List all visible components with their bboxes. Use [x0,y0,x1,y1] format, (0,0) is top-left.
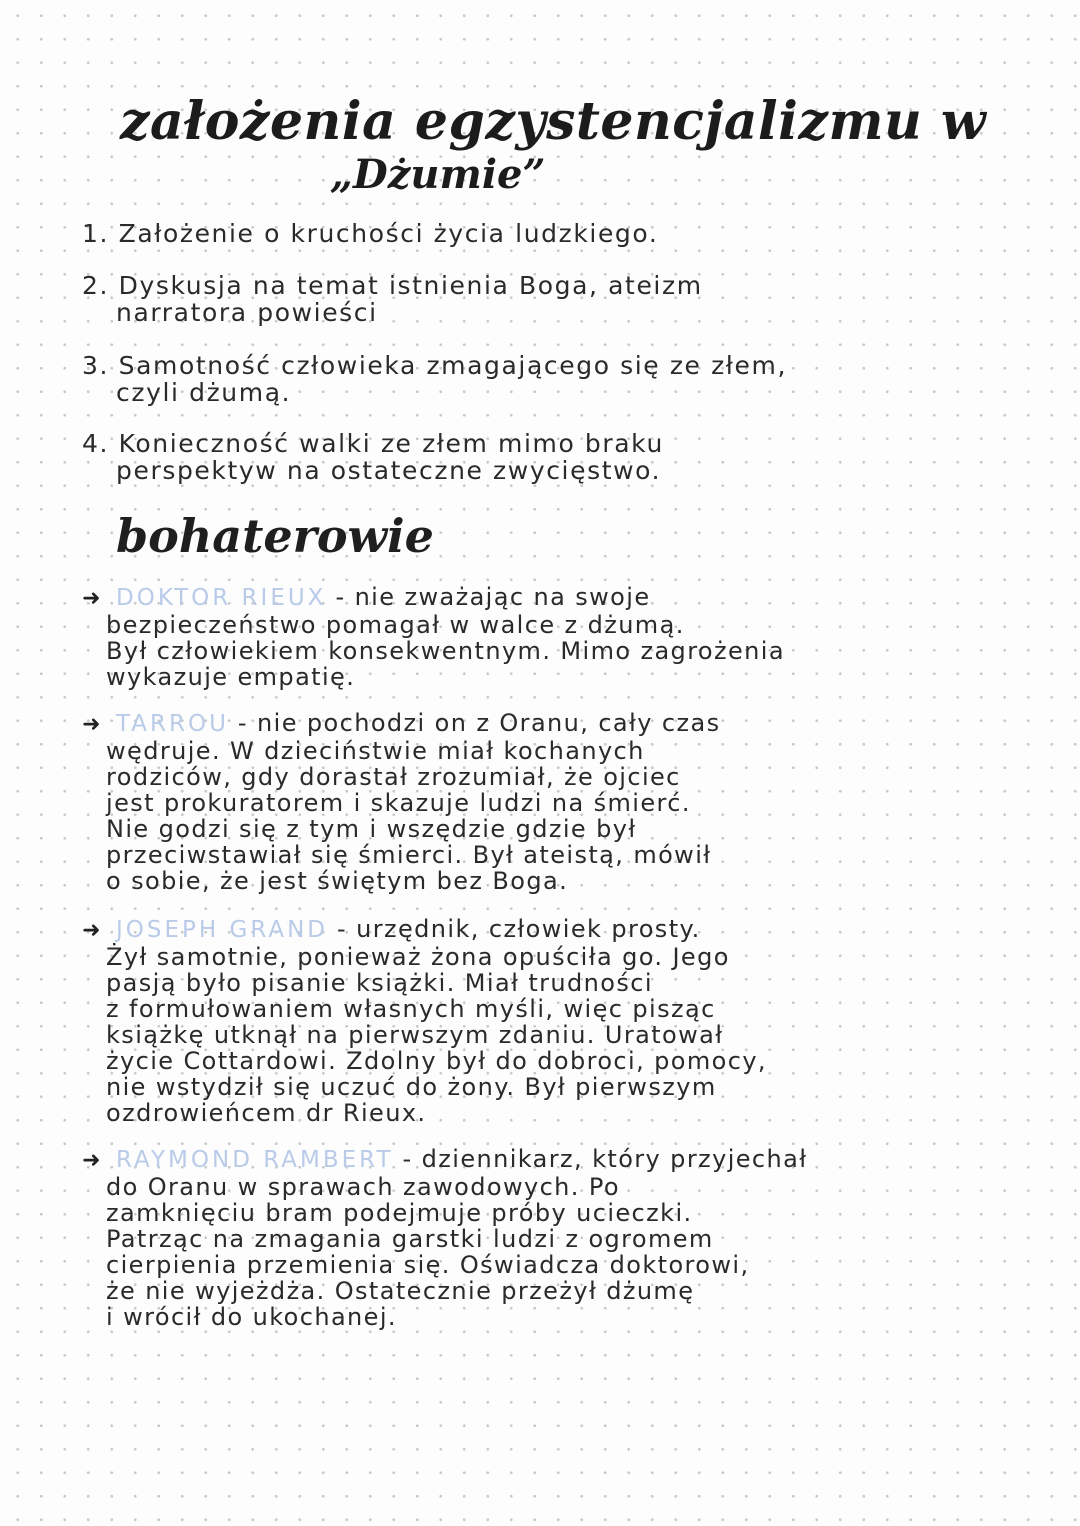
assumption-item-4 [82,430,982,484]
hero-text: pasją było pisanie książki. Miał trudności [106,969,653,997]
assumption-text: Założenie o kruchości życia ludzkiego. [118,219,659,248]
hero-text: Patrząc na zmagania garstki ludzi z ogromem [106,1225,714,1253]
hero-text: życie Cottardowi. Zdolny był do dobroci, pomocy, [106,1047,767,1075]
hero-name: JOSEPH GRAND [116,917,329,943]
arrow-right-icon: ➜ [82,918,102,943]
hero-text: z formułowaniem własnych myśli, więc pisząc [106,995,716,1023]
hero-text: do Oranu w sprawach zawodowych. Po [106,1173,620,1201]
hero-text: wędruje. W dzieciństwie miał kochanych [106,737,645,765]
assumption-number: 4. [82,429,110,458]
assumption-text: Dyskusja na temat istnienia Boga, ateizm [118,271,703,300]
hero-text: jest prokuratorem i skazuje ludzi na śmierć. [106,789,691,817]
page-title-subtitle: „Dżumie” [330,151,546,198]
hero-text: że nie wyjeżdża. Ostatecznie przeżył dżumę [106,1277,695,1305]
hero-text: przeciwstawiał się śmierci. Był ateistą, mówił [106,841,712,869]
arrow-right-icon: ➜ [82,712,102,737]
hero-text: wykazuje empatię. [106,663,356,691]
assumption-item-1 [82,220,982,247]
hero-text: ozdrowieńcem dr Rieux. [106,1099,427,1127]
hero-text: Nie godzi się z tym i wszędzie gdzie był [106,815,637,843]
hero-text: zamknięciu bram podejmuje próby ucieczki. [106,1199,693,1227]
hero-entry-rambert [82,1146,982,1330]
assumption-text: perspektyw na ostateczne zwycięstwo. [116,456,662,485]
hero-text: o sobie, że jest świętym bez Boga. [106,867,569,895]
hero-text: bezpieczeństwo pomagał w walce z dżumą. [106,611,685,639]
heroes-heading: bohaterowie [116,509,434,563]
page-title: założenia egzystencjalizmu w [120,91,987,152]
hero-text: rodziców, gdy dorastał zrozumiał, że ojciec [106,763,681,791]
hero-text: książkę utknął na pierwszym zdaniu. Uratował [106,1021,724,1049]
hero-entry-grand [82,916,982,1126]
hero-text: - nie pochodzi on z Oranu, cały czas [228,709,721,737]
assumption-text: Samotność człowieka zmagającego się ze złem, [118,351,787,380]
assumption-text: narratora powieści [116,298,378,327]
hero-text: Żył samotnie, ponieważ żona opuściła go. Jego [106,943,730,971]
hero-entry-tarrou [82,710,982,894]
hero-entry-rieux [82,584,982,690]
arrow-right-icon: ➜ [82,1148,102,1173]
hero-text: Był człowiekiem konsekwentnym. Mimo zagrożenia [106,637,785,665]
assumption-item-2 [82,272,982,326]
assumption-text: Konieczność walki ze złem mimo braku [118,429,664,458]
assumption-item-3 [82,352,982,406]
hero-text: nie wstydził się uczuć do żony. Był pierwszym [106,1073,717,1101]
hero-name: DOKTOR RIEUX [116,585,327,611]
assumption-number: 1. [82,219,110,248]
hero-text: i wrócił do ukochanej. [106,1303,397,1331]
arrow-right-icon: ➜ [82,586,102,611]
hero-text: - urzędnik, człowiek prosty. [328,915,701,943]
hero-text: - nie zważając na swoje [326,583,651,611]
hero-name: RAYMOND RAMBERT [116,1147,394,1173]
hero-text: cierpienia przemienia się. Oświadcza doktorowi, [106,1251,750,1279]
assumption-number: 3. [82,351,110,380]
assumption-number: 2. [82,271,110,300]
hero-name: TARROU [116,711,229,737]
assumption-text: czyli dżumą. [116,378,292,407]
hero-text: - dziennikarz, który przyjechał [393,1145,808,1173]
